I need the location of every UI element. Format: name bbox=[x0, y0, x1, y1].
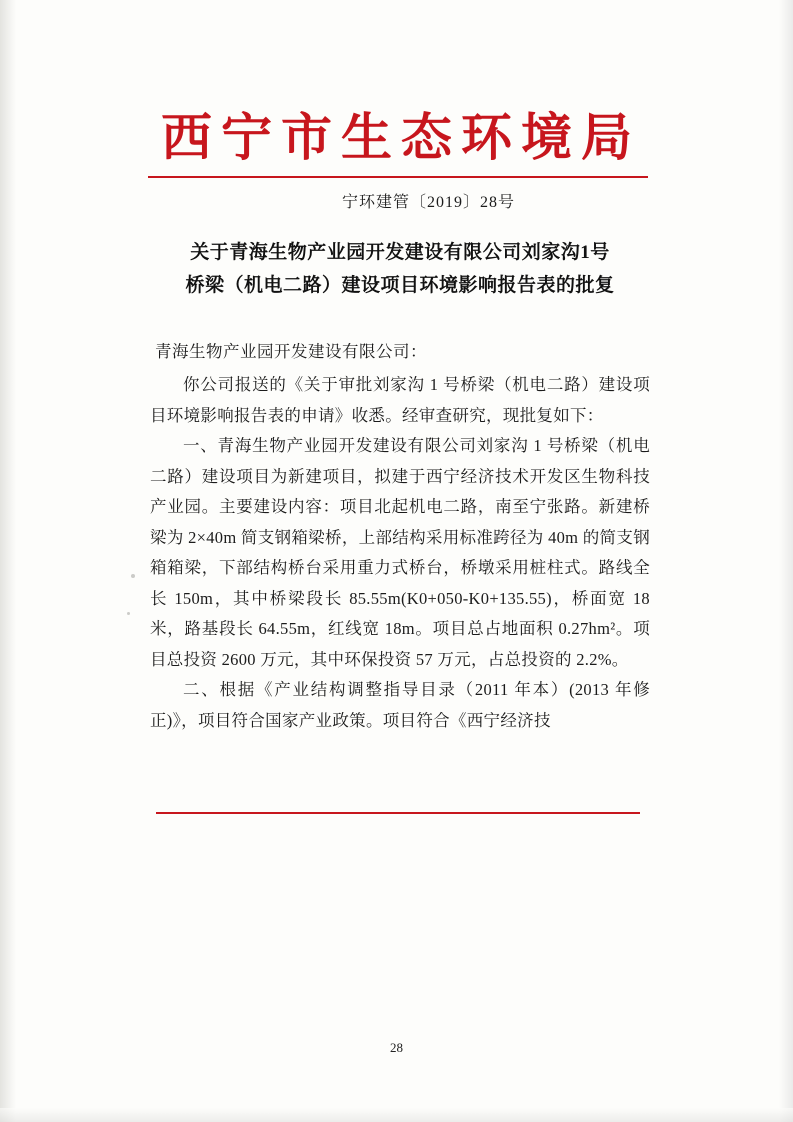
document-title-line-1: 关于青海生物产业园开发建设有限公司刘家沟1号 bbox=[190, 242, 610, 263]
document-title-line-2: 桥梁（机电二路）建设项目环境影响报告表的批复 bbox=[185, 275, 615, 296]
scan-speck bbox=[127, 612, 130, 615]
scan-speck bbox=[131, 574, 135, 578]
document-body bbox=[150, 370, 650, 736]
scan-edge-bottom bbox=[0, 1108, 793, 1122]
scan-edge-right bbox=[779, 0, 793, 1122]
document-number: 宁环建管〔2019〕28号 bbox=[341, 194, 515, 211]
header-divider-rule bbox=[148, 176, 648, 178]
recipient-line: 青海生物产业园开发建设有限公司： bbox=[155, 342, 427, 361]
document-title bbox=[150, 236, 650, 302]
body-paragraph-1: 你公司报送的《关于审批刘家沟 1 号桥梁（机电二路）建设项目环境影响报告表的申请》收悉。经审查研究，现批复如下： bbox=[150, 375, 650, 425]
page-number: 28 bbox=[390, 1040, 403, 1055]
body-paragraph-3: 二、根据《产业结构调整指导目录（2011 年本）(2013 年修正)》，项目符合国家产业政策。项目符合《西宁经济技 bbox=[150, 680, 650, 730]
agency-header-title: 西宁市生态环境局 bbox=[160, 108, 641, 168]
scan-edge-left bbox=[0, 0, 16, 1122]
footer-divider-rule bbox=[156, 812, 640, 814]
body-paragraph-2: 一、青海生物产业园开发建设有限公司刘家沟 1 号桥梁（机电二路）建设项目为新建项目，拟建于西宁经济技术开发区生物科技产业园。主要建设内容：项目北起机电二路，南至宁张路。新建桥梁为 2×40m 简支钢箱梁桥，上部结构采用标准跨径为 40m 的简支钢箱箱梁，下部结构桥台采用重力式桥台，桥墩采用桩柱式。路线全长 150m，其中桥梁段长 85.55m(K0+050-K0+135.55)，桥面宽 18 米，路基段长 64.55m，红线宽 18m。项目总占地面积 0.27hm²。项目总投资 2600 万元，其中环保投资 57 万元，占总投资的 2.2%。 bbox=[150, 436, 650, 669]
